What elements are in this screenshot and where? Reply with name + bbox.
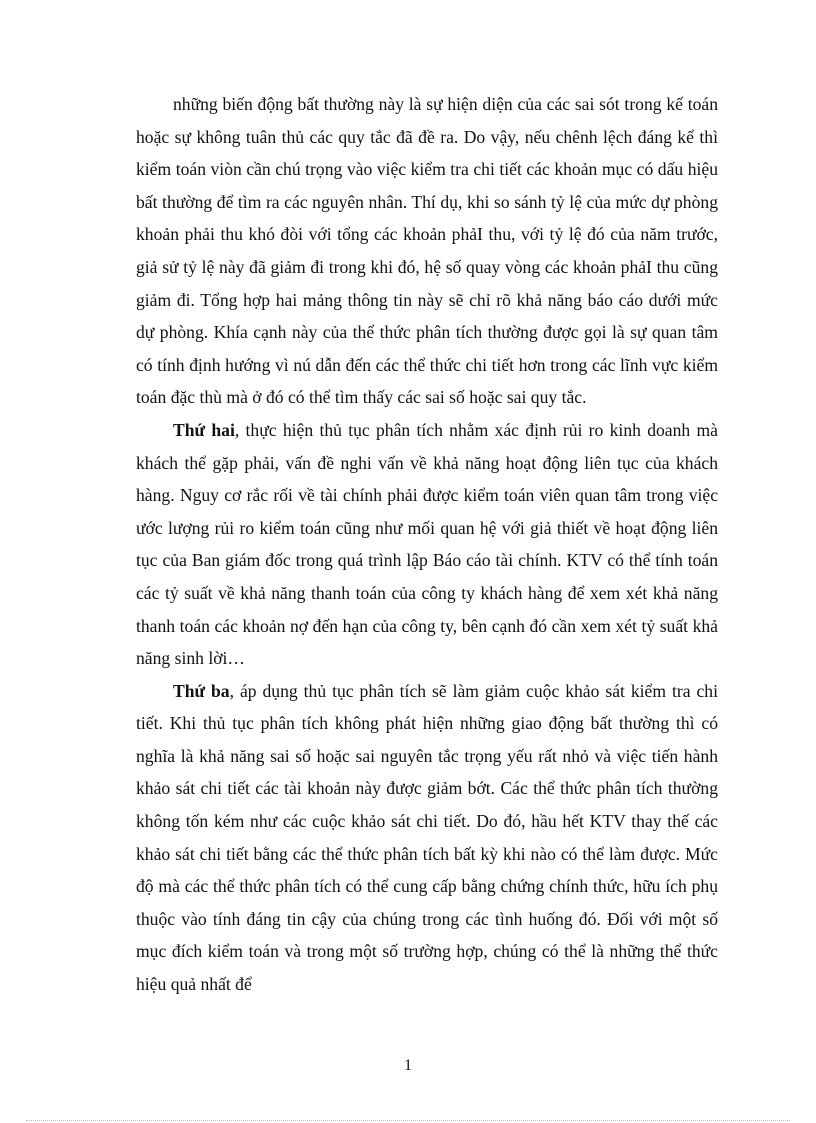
paragraph-1-text: những biến động bất thường này là sự hiện diện của các sai sót trong kế toán hoặc sự không tuân thủ các quy tắc đã đề ra. Do vậy, nếu chênh lệch đáng kể thì kiểm toán viòn cần chú trọng vào việc kiểm tra chi tiết các khoản mục có dấu hiệu bất thường để tìm ra các nguyên nhân. Thí dụ, khi so sánh tỷ lệ của mức dự phòng khoản phải thu khó đòi với tổng các khoản phảI thu, với tỷ lệ đó của năm trước, giả sử tỷ lệ này đã giảm đi trong khi đó, hệ số quay vòng các khoản phảI thu cũng giảm đi. Tổng hợp hai mảng thông tin này sẽ chỉ rõ khả năng báo cáo dưới mức dự phòng. Khía cạnh này của thể thức phân tích thường được gọi là sự quan tâm có tính định hướng vì nú dẫn đến các thể thức chi tiết hơn trong các lĩnh vực kiểm toán đặc thù mà ở đó có thể tìm thấy các sai số hoặc sai quy tắc. — [136, 94, 718, 408]
document-body — [136, 88, 718, 1001]
paragraph-2-lead: Thứ hai — [173, 419, 235, 440]
paragraph-3-lead: Thứ ba — [173, 680, 230, 701]
page-number: 1 — [404, 1057, 412, 1074]
footer-divider — [26, 1120, 790, 1121]
paragraph-3 — [136, 675, 718, 1001]
paragraph-2 — [136, 414, 718, 675]
paragraph-1 — [136, 88, 718, 414]
paragraph-2-text: , thực hiện thủ tục phân tích nhằm xác định rủi ro kinh doanh mà khách thể gặp phải, vấn đề nghi vấn về khả năng hoạt động liên tục của khách hàng. Nguy cơ rắc rối về tài chính phải được kiểm toán viên quan tâm trong việc ước lượng rủi ro kiểm toán cũng như mối quan hệ với giả thiết về hoạt động liên tục của Ban giám đốc trong quá trình lập Báo cáo tài chính. KTV có thể tính toán các tỷ suất về khả năng thanh toán của công ty khách hàng để xem xét khả năng thanh toán các khoản nợ đến hạn của công ty, bên cạnh đó cần xem xét tỷ suất khả năng sinh lời… — [136, 419, 718, 669]
paragraph-3-text: , áp dụng thủ tục phân tích sẽ làm giảm cuộc khảo sát kiểm tra chi tiết. Khi thủ tục phân tích không phát hiện những giao động bất thường thì có nghĩa là khả năng sai số hoặc sai nguyên tắc trọng yếu rất nhỏ và việc tiến hành khảo sát chi tiết các tài khoản này được giảm bớt. Các thể thức phân tích thường không tốn kém như các cuộc khảo sát chi tiết. Do đó, hầu hết KTV thay thế các khảo sát chi tiết bằng các thể thức phân tích bất kỳ khi nào có thể làm được. Mức độ mà các thể thức phân tích có thể cung cấp bằng chứng chính thức, hữu ích phụ thuộc vào tính đáng tin cậy của chúng trong các tình huống đó. Đối với một số mục đích kiểm toán và trong một số trường hợp, chúng có thể là những thể thức hiệu quả nhất để — [136, 680, 718, 995]
